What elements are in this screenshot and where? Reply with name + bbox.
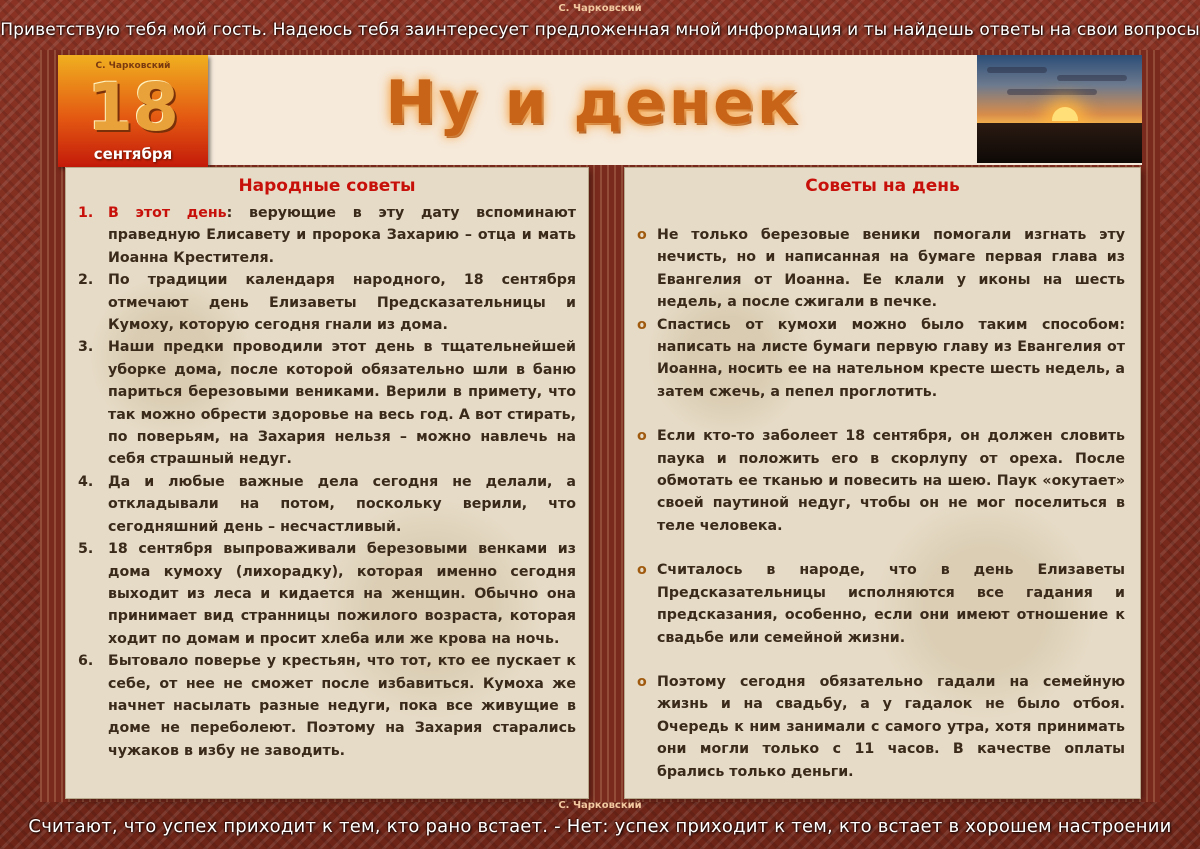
list-item: o Если кто-то заболеет 18 сентября, он должен словить паука и положить его в скорлупу от ореха. После обмотать ее тканью и повесить на шею. Паук «окутает» своей паутиной недуг, чтобы он не мог поселиться в теле человека.: [637, 425, 1125, 537]
list-item-lead: В этот день: [108, 205, 227, 221]
list-item: 5. 18 сентября выпроваживали березовыми венками из дома кумоху (лихорадку), которая именно сегодня выходит из леса и кидается на женщин. Обычно она принимает вид странницы пожилого возраста, которая ходит по домам и просит хлеба или же крова на ночь.: [78, 541, 576, 647]
folk-advice-title: Народные советы: [238, 176, 416, 196]
date-month: сентября: [93, 145, 173, 163]
date-day: 18: [87, 69, 179, 146]
daily-advice-list: [637, 224, 1125, 783]
footer-quote: Считают, что успех приходит к тем, кто рано встает. - Нет: успех приходит к тем, кто встает в хорошем настроении: [28, 816, 1172, 837]
greeting-banner: Приветствую тебя мой гость. Надеюсь тебя заинтересует предложенная мной информация и ты найдешь ответы на свои вопросы: [0, 20, 1200, 40]
daily-advice-panel: [625, 168, 1140, 798]
list-item: 3. Наши предки проводили этот день в тщательнейшей уборке дома, после которой обязательно шли в баню париться березовыми вениками. Верили в примету, что так можно обрести здоровье на весь год. А вот стирать, по поверьям, на Захария нельзя – можно навлечь на себя страшный недуг.: [78, 339, 576, 468]
list-item: 6. Бытовало поверье у крестьян, что тот, кто ее пускает к себе, от нее не сможет после избавиться. Кумоха же начнет насылать разные недуги, пока все живущие в доме не переболеют. Поэтому на Захария старались чужаков в избу не заводить.: [78, 653, 576, 759]
bullet-icon: o: [637, 673, 647, 690]
list-item: o Спастись от кумохи можно было таким способом: написать на листе бумаги первую главу из Евангелия от Иоанна, носить ее на нательном кресте шесть недель, а затем сжечь, а пепел проглотить.: [637, 314, 1125, 404]
list-item: o Не только березовые веники помогали изгнать эту нечисть, но и написанная на бумаге первая глава из Евангелия от Иоанна. Ее клали у иконы на шесть недель, а после сжигали в печке.: [637, 224, 1125, 314]
date-badge: [58, 55, 208, 167]
bottom-credit: С. Чарковский: [558, 800, 642, 811]
top-credit: С. Чарковский: [558, 3, 642, 14]
folk-advice-list: [78, 202, 576, 762]
bullet-icon: o: [637, 562, 647, 579]
list-item: 2. По традиции календаря народного, 18 сентября отмечают день Елизаветы Предсказательницы и Кумоху, которую сегодня гнали из дома.: [78, 272, 576, 334]
daily-advice-title: Советы на день: [805, 176, 960, 196]
list-item: o Поэтому сегодня обязательно гадали на семейную жизнь и на свадьбу, а у гадалок не было отбоя. Очередь к ним занимали с самого утра, хотя принимать они могли только с 11 часов. В качестве оплаты брались только деньги.: [637, 671, 1125, 783]
page-title: Ну и денек: [385, 68, 801, 138]
date-credit: С. Чарковский: [95, 61, 171, 71]
list-item: 4. Да и любые важные дела сегодня не делали, а откладывали на потом, поскольку верили, что сегодняшний день – несчастливый.: [78, 473, 576, 535]
bullet-icon: o: [637, 316, 647, 333]
sun-icon: [1052, 107, 1078, 121]
bullet-icon: o: [637, 428, 647, 445]
list-item: o Считалось в народе, что в день Елизаветы Предсказательницы исполняются все гадания и предсказания, особенно, если они имеют отношение к свадьбе или семейной жизни.: [637, 559, 1125, 649]
folk-advice-panel: [66, 168, 588, 798]
list-item: 1. В этот день: верующие в эту дату вспоминают праведную Елисавету и пророка Захарию – отца и мать Иоанна Крестителя.: [78, 205, 576, 266]
bullet-icon: o: [637, 227, 647, 243]
sunset-image: [977, 55, 1142, 163]
